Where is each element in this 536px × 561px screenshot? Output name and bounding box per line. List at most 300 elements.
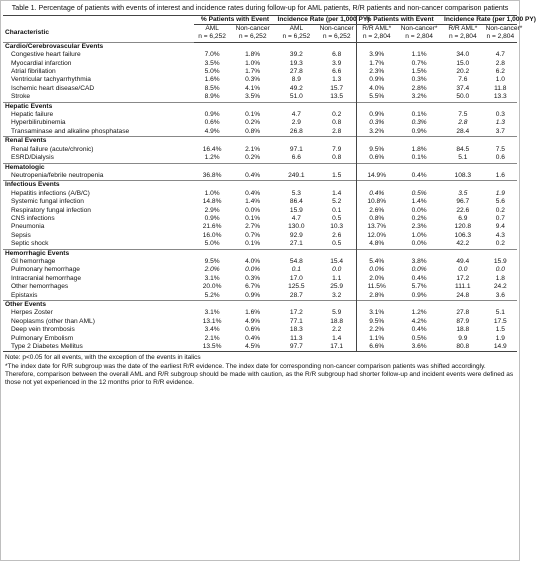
table-caption: Table 1. Percentage of patients with events of interest and incidence rates during follow-up for AML patients, R/R patients and non-cancer comparison patients: [11, 4, 509, 12]
cell-value: 4.0%: [245, 257, 261, 265]
n-header: n = 2,804: [484, 33, 517, 42]
n-header: n = 2,804: [442, 33, 484, 42]
cell-value: 4.9%: [204, 127, 220, 135]
cell-value: 0.8: [332, 154, 342, 162]
ir-group-header-rr: Incidence Rate (per 1,000 PY): [444, 15, 536, 23]
n-header: n = 6,252: [194, 33, 229, 42]
row-label: Hepatic failure: [11, 111, 54, 119]
cell-value: 11.5%: [357, 283, 397, 291]
table-row: [3, 146, 517, 154]
cell-value: 2.8: [495, 59, 505, 67]
section-title: Hematologic: [3, 163, 194, 172]
cell-value: 13.1%: [202, 317, 222, 325]
cell-value: 1.0%: [411, 231, 427, 239]
cell-value: 16.4%: [202, 145, 222, 153]
cell-value: 0.0%: [245, 206, 261, 214]
table-row: [3, 154, 517, 163]
section-title: Hepatic Events: [3, 102, 194, 111]
table-row: [3, 232, 517, 240]
cell-value: 2.7%: [245, 223, 261, 231]
cell-value: 24.2: [493, 283, 507, 291]
cell-value: 15.7: [330, 84, 344, 92]
cell-value: 2.8%: [357, 292, 397, 301]
cell-value: 8.9%: [204, 93, 220, 101]
cell-value: 11.8: [494, 84, 507, 92]
cell-value: 1.1%: [411, 51, 427, 59]
cell-value: 10.3: [330, 223, 344, 231]
row-label: Renal failure (acute/chronic): [11, 145, 94, 153]
cell-value: 2.0%: [204, 266, 220, 274]
cell-value: 97.7: [276, 343, 318, 352]
table-row: [3, 128, 517, 137]
cell-value: 0.4%: [411, 274, 427, 282]
cell-value: 15.4: [330, 257, 344, 265]
row-label: Neoplasms (other than AML): [11, 317, 95, 325]
col-header: AML: [289, 25, 304, 32]
events-table: [3, 15, 536, 353]
cell-value: 0.6%: [357, 154, 397, 163]
cell-value: 5.0%: [204, 68, 220, 76]
cell-value: 7.5: [458, 111, 468, 119]
cell-value: 6.6%: [357, 343, 397, 352]
header-row-groups: [3, 15, 517, 24]
cell-value: 27.8: [456, 309, 470, 317]
cell-value: 18.3: [289, 326, 303, 334]
cell-value: 0.0: [458, 266, 468, 274]
row-label: Intracranial hemorrhage: [11, 274, 82, 282]
cell-value: 1.6%: [204, 76, 220, 84]
cell-value: 0.0%: [245, 266, 261, 274]
cell-value: 4.2%: [411, 317, 427, 325]
cell-value: 20.0%: [202, 283, 222, 291]
cell-value: 8.9: [291, 76, 301, 84]
table-row: [3, 51, 517, 59]
cell-value: 1.1%: [357, 335, 397, 343]
n-header: n = 6,252: [230, 33, 276, 42]
cell-value: 13.3: [493, 93, 507, 101]
cell-value: 28.4: [456, 127, 470, 135]
cell-value: 17.5: [493, 317, 507, 325]
cell-value: 6.6: [291, 154, 301, 162]
cell-value: 0.3%: [245, 274, 261, 282]
table-row: [3, 318, 517, 326]
cell-value: 49.4: [456, 257, 470, 265]
cell-value: 0.4%: [411, 326, 427, 334]
table-row: [3, 275, 517, 283]
section-header-row: [3, 137, 517, 146]
col-header: R/R AML*: [357, 25, 397, 34]
row-label: Ischemic heart disease/CAD: [11, 84, 95, 92]
cell-value: 4.5%: [230, 343, 276, 352]
row-label: CNS infections: [11, 214, 55, 222]
section-title: Renal Events: [3, 137, 194, 146]
cell-value: 1.6%: [245, 309, 261, 317]
cell-value: 0.9%: [204, 111, 220, 119]
cell-value: 4.8%: [357, 240, 397, 249]
cell-value: 50.0: [456, 93, 470, 101]
cell-value: 97.1: [289, 145, 303, 153]
cell-value: 2.8%: [411, 84, 427, 92]
cell-value: 2.1%: [245, 145, 261, 153]
cell-value: 15.9: [289, 206, 303, 214]
cell-value: 0.8%: [245, 127, 261, 135]
cell-value: 10.8%: [357, 198, 397, 206]
cell-value: 0.5: [332, 240, 342, 248]
cell-value: 39.2: [289, 51, 303, 59]
cell-value: 9.9: [458, 334, 468, 342]
note-index-date: *The index date for R/R subgroup was the date of the earliest R/R evidence. The index date for corresponding non-cancer comparison patients was shifted accordingly. Therefore, comparison between the overall AML and R/R subgroup should be made with caution, as the R/R subgroup had shorter follow-up and incident events were defined as those not yet experienced in the 12 months prior to R/R evidence.: [5, 362, 514, 386]
cell-value: 92.9: [289, 231, 303, 239]
cell-value: 2.3%: [411, 223, 427, 231]
table-row: [3, 240, 517, 249]
row-label: Herpes Zoster: [11, 309, 53, 317]
cell-value: 1.7%: [245, 68, 261, 76]
cell-value: 5.6: [495, 198, 505, 206]
cell-value: 5.1: [495, 309, 505, 317]
cell-value: 2.6%: [357, 207, 397, 215]
cell-value: 1.3: [495, 119, 505, 127]
n-header: n = 2,804: [396, 33, 442, 42]
row-label: Congestive heart failure: [11, 51, 81, 59]
cell-value: 0.3%: [357, 119, 397, 127]
cell-value: 0.1%: [411, 154, 427, 162]
table-row: [3, 258, 517, 266]
cell-value: 3.2%: [411, 93, 427, 101]
cell-value: 4.7: [291, 111, 301, 119]
cell-value: 0.2: [495, 206, 505, 214]
table-row: [3, 60, 517, 68]
cell-value: 5.2: [332, 198, 342, 206]
cell-value: 2.6: [332, 231, 342, 239]
cell-value: 0.4%: [245, 171, 261, 179]
n-header: n = 2,804: [357, 33, 397, 42]
cell-value: 4.1%: [245, 84, 261, 92]
cell-value: 0.1: [291, 266, 301, 274]
col-header: Non-cancer: [235, 25, 270, 32]
cell-value: 0.2%: [245, 119, 261, 127]
cell-value: 0.5%: [411, 334, 427, 342]
cell-value: 0.7%: [245, 231, 261, 239]
row-label: Sepsis: [11, 231, 31, 239]
cell-value: 84.5: [456, 145, 470, 153]
cell-value: 0.9%: [411, 127, 427, 135]
cell-value: 6.8: [332, 51, 342, 59]
cell-value: 3.1%: [357, 309, 397, 317]
cell-value: 9.4: [495, 223, 505, 231]
cell-value: 13.7%: [357, 223, 397, 231]
cell-value: 0.6: [495, 154, 505, 162]
cell-value: 14.9: [484, 343, 517, 352]
cell-value: 0.1%: [245, 214, 261, 222]
table-row: [3, 266, 517, 274]
cell-value: 9.5%: [357, 146, 397, 154]
cell-value: 17.2: [289, 309, 303, 317]
section-header-row: [3, 249, 517, 258]
cell-value: 2.2%: [357, 326, 397, 334]
cell-value: 0.2%: [411, 214, 427, 222]
row-label: Myocardial infarction: [11, 59, 72, 67]
cell-value: 5.2%: [204, 291, 220, 299]
section-title: Infectious Events: [3, 181, 194, 190]
cell-value: 1.0%: [245, 59, 261, 67]
cell-value: 1.8%: [245, 51, 261, 59]
cell-value: 86.4: [289, 198, 303, 206]
cell-value: 3.2%: [357, 128, 397, 137]
cell-value: 2.3%: [357, 68, 397, 76]
cell-value: 1.0: [495, 76, 505, 84]
col-header: AML: [205, 25, 219, 32]
cell-value: 0.9%: [245, 291, 261, 299]
cell-value: 1.9: [495, 334, 505, 342]
cell-value: 9.5%: [204, 257, 220, 265]
cell-value: 0.9%: [357, 76, 397, 84]
cell-value: 5.4%: [357, 258, 397, 266]
row-label: Epistaxis: [11, 291, 38, 299]
cell-value: 0.7%: [411, 59, 427, 67]
cell-value: 0.0%: [411, 266, 427, 274]
cell-value: 20.2: [456, 68, 470, 76]
cell-value: 0.0: [495, 266, 505, 274]
table-row: [3, 93, 517, 102]
cell-value: 27.8: [289, 68, 303, 76]
table-row: [3, 207, 517, 215]
cell-value: 0.4%: [411, 171, 427, 179]
characteristic-header: Characteristic: [5, 28, 49, 36]
cell-value: 96.7: [456, 198, 470, 206]
n-header: n = 6,252: [276, 33, 318, 42]
ir-group-header: Incidence Rate (per 1,000 PY): [277, 15, 370, 23]
cell-value: 77.1: [289, 317, 303, 325]
table-row: [3, 119, 517, 127]
cell-value: 0.3: [495, 111, 505, 119]
table-row: [3, 326, 517, 334]
table-row: [3, 111, 517, 119]
cell-value: 87.9: [456, 317, 470, 325]
col-header: Non-cancer*: [485, 25, 523, 32]
cell-value: 2.1%: [204, 334, 220, 342]
cell-value: 2.0%: [357, 275, 397, 283]
cell-value: 17.1: [317, 343, 357, 352]
table-row: [3, 283, 517, 291]
cell-value: 3.9: [332, 59, 342, 67]
cell-value: 0.3%: [411, 76, 427, 84]
cell-value: 6.2: [495, 68, 505, 76]
cell-value: 5.5%: [357, 93, 397, 102]
cell-value: 1.1: [332, 274, 342, 282]
cell-value: 1.5: [332, 171, 342, 179]
cell-value: 1.2%: [204, 154, 220, 162]
cell-value: 5.0%: [204, 240, 220, 248]
cell-value: 120.8: [454, 223, 472, 231]
cell-value: 7.0%: [204, 51, 220, 59]
cell-value: 9.5%: [357, 318, 397, 326]
cell-value: 5.7%: [411, 283, 427, 291]
cell-value: 1.3: [332, 76, 342, 84]
cell-value: 4.7: [291, 214, 301, 222]
cell-value: 1.4%: [245, 198, 261, 206]
cell-value: 8.5%: [204, 84, 220, 92]
cell-value: 0.6%: [204, 119, 220, 127]
table-row: [3, 309, 517, 317]
table-row: [3, 343, 517, 352]
cell-value: 0.9%: [411, 291, 427, 299]
cell-value: 6.7%: [245, 283, 261, 291]
table-row: [3, 68, 517, 76]
cell-value: 106.3: [454, 231, 472, 239]
cell-value: 6.6: [332, 68, 342, 76]
cell-value: 0.1%: [411, 111, 427, 119]
section-header-row: [3, 163, 517, 172]
table-row: [3, 215, 517, 223]
cell-value: 1.8%: [411, 145, 427, 153]
cell-value: 4.9%: [245, 317, 261, 325]
cell-value: 3.5%: [204, 59, 220, 67]
cell-value: 27.1: [289, 240, 303, 248]
cell-value: 0.1%: [245, 240, 261, 248]
table-row: [3, 172, 517, 181]
cell-value: 4.3: [495, 231, 505, 239]
cell-value: 125.5: [288, 283, 305, 291]
section-title: Other Events: [3, 301, 194, 310]
cell-value: 0.3%: [411, 119, 427, 127]
table-row: [3, 335, 517, 343]
cell-value: 54.8: [289, 257, 303, 265]
cell-value: 1.7%: [357, 60, 397, 68]
cell-value: 130.0: [288, 223, 305, 231]
cell-value: 1.0%: [204, 189, 220, 197]
cell-value: 4.0%: [357, 85, 397, 93]
cell-value: 0.4%: [357, 190, 397, 198]
col-header: Non-cancer: [319, 25, 354, 32]
cell-value: 1.2%: [411, 309, 427, 317]
cell-value: 2.8: [458, 119, 468, 127]
row-label: Type 2 Diabetes Mellitus: [3, 343, 194, 352]
row-label: Atrial fibrillation: [11, 68, 56, 76]
cell-value: 3.6: [495, 291, 505, 299]
cell-value: 42.2: [456, 240, 470, 248]
cell-value: 0.8%: [357, 215, 397, 223]
cell-value: 22.6: [456, 206, 470, 214]
cell-value: 0.2: [495, 240, 505, 248]
cell-value: 11.3: [290, 334, 303, 342]
pct-group-header: % Patients with Event: [194, 15, 275, 24]
cell-value: 7.6: [458, 76, 468, 84]
cell-value: 1.5%: [411, 68, 427, 76]
cell-value: 249.1: [288, 171, 305, 179]
cell-value: 0.0%: [411, 206, 427, 214]
cell-value: 34.0: [456, 51, 470, 59]
cell-value: 7.5: [495, 145, 505, 153]
cell-value: 0.4%: [245, 334, 261, 342]
row-label: Other hemorrhages: [11, 283, 69, 291]
table-row: [3, 223, 517, 231]
row-label: Neutropenia/febrile neutropenia: [11, 171, 104, 179]
cell-value: 51.0: [289, 93, 303, 101]
table-row: [3, 292, 517, 301]
row-label: Hyperbilirubinemia: [11, 119, 66, 127]
cell-value: 25.9: [330, 283, 344, 291]
row-label: ESRD/Dialysis: [11, 154, 54, 162]
cell-value: 0.1: [332, 206, 342, 214]
table-row: [3, 198, 517, 206]
cell-value: 17.0: [289, 274, 303, 282]
header-row-columns: [3, 25, 517, 34]
cell-value: 3.8%: [411, 257, 427, 265]
col-header: Non-cancer*: [400, 25, 438, 32]
cell-value: 21.6%: [202, 223, 222, 231]
row-label: Stroke: [11, 93, 31, 101]
cell-value: 0.7: [495, 214, 505, 222]
cell-value: 3.2: [332, 291, 342, 299]
cell-value: 0.9%: [204, 214, 220, 222]
cell-value: 7.9: [332, 145, 342, 153]
cell-value: 5.9: [332, 309, 342, 317]
cell-value: 36.8%: [202, 171, 222, 179]
cell-value: 0.5: [332, 214, 342, 222]
cell-value: 13.5: [330, 93, 344, 101]
cell-value: 3.9%: [357, 51, 397, 59]
cell-value: 3.1%: [204, 274, 220, 282]
cell-value: 108.3: [454, 171, 472, 179]
cell-value: 0.2%: [245, 154, 261, 162]
cell-value: 0.2: [332, 111, 342, 119]
row-label: GI hemorrhage: [11, 257, 56, 265]
cell-value: 1.9: [495, 189, 505, 197]
row-label: Pulmonary hemorrhage: [11, 266, 80, 274]
cell-value: 0.6%: [245, 326, 261, 334]
row-label: Pulmonary Embolism: [11, 334, 74, 342]
cell-value: 2.8: [332, 127, 342, 135]
table-notes: [5, 354, 515, 386]
cell-value: 3.7: [495, 127, 505, 135]
cell-value: 19.3: [289, 59, 303, 67]
cell-value: 0.9%: [357, 111, 397, 119]
row-label: Hepatitis infections (A/B/C): [11, 189, 90, 197]
cell-value: 3.1%: [204, 309, 220, 317]
row-label: Septic shock: [11, 240, 49, 248]
col-header: R/R AML*: [448, 25, 478, 32]
cell-value: 12.0%: [357, 232, 397, 240]
cell-value: 0.1%: [245, 111, 261, 119]
cell-value: 2.9: [291, 119, 301, 127]
section-header-row: [3, 102, 517, 111]
cell-value: 1.5: [495, 326, 505, 334]
cell-value: 1.8: [495, 274, 505, 282]
cell-value: 17.2: [456, 274, 470, 282]
cell-value: 1.4%: [411, 198, 427, 206]
note-significance: Note: p<0.05 for all events, with the exception of the events in italics: [5, 354, 201, 362]
cell-value: 1.4: [332, 334, 342, 342]
cell-value: 28.7: [289, 291, 303, 299]
cell-value: 37.4: [456, 84, 470, 92]
cell-value: 0.0: [332, 266, 342, 274]
row-label: Pneumonia: [11, 223, 45, 231]
cell-value: 18.8: [456, 326, 470, 334]
cell-value: 3.6%: [396, 343, 442, 352]
cell-value: 0.0%: [411, 240, 427, 248]
cell-value: 80.8: [442, 343, 484, 352]
cell-value: 3.5%: [245, 93, 261, 101]
table-row: [3, 190, 517, 198]
cell-value: 2.2: [332, 326, 342, 334]
cell-value: 2.9%: [204, 206, 220, 214]
cell-value: 1.6: [495, 171, 505, 179]
cell-value: 5.1: [458, 154, 468, 162]
cell-value: 3.4%: [204, 326, 220, 334]
cell-value: 14.8%: [202, 198, 222, 206]
section-header-row: [3, 301, 517, 310]
table-row: [3, 76, 517, 84]
